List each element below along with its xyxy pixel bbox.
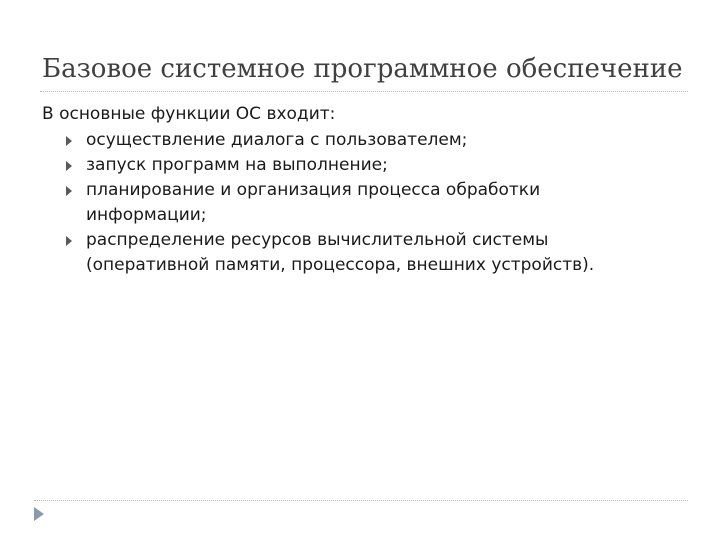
- bullet-list: [42, 128, 662, 278]
- footer-divider: [34, 500, 688, 501]
- footer-arrow-icon: [34, 507, 44, 521]
- list-item: [42, 228, 662, 278]
- list-item: [42, 153, 662, 178]
- bullet-arrow-icon: [66, 186, 72, 196]
- list-item-text: запуск программ на выполнение;: [86, 155, 388, 175]
- title-divider: [40, 91, 688, 92]
- list-item: [42, 178, 662, 228]
- bullet-arrow-icon: [66, 161, 72, 171]
- list-item-text: распределение ресурсов вычислительной системы (оперативной памяти, процессора, внешних устройств).: [86, 230, 595, 275]
- list-item-text: планирование и организация процесса обработки информации;: [86, 180, 541, 225]
- list-item: [42, 128, 662, 153]
- slide-content: [42, 102, 662, 278]
- slide-title: Базовое системное программное обеспечение: [42, 54, 683, 84]
- bullet-arrow-icon: [66, 136, 72, 146]
- intro-text: В основные функции ОС входит:: [42, 104, 336, 124]
- bullet-arrow-icon: [66, 236, 72, 246]
- list-item-text: осуществление диалога с пользователем;: [86, 130, 468, 150]
